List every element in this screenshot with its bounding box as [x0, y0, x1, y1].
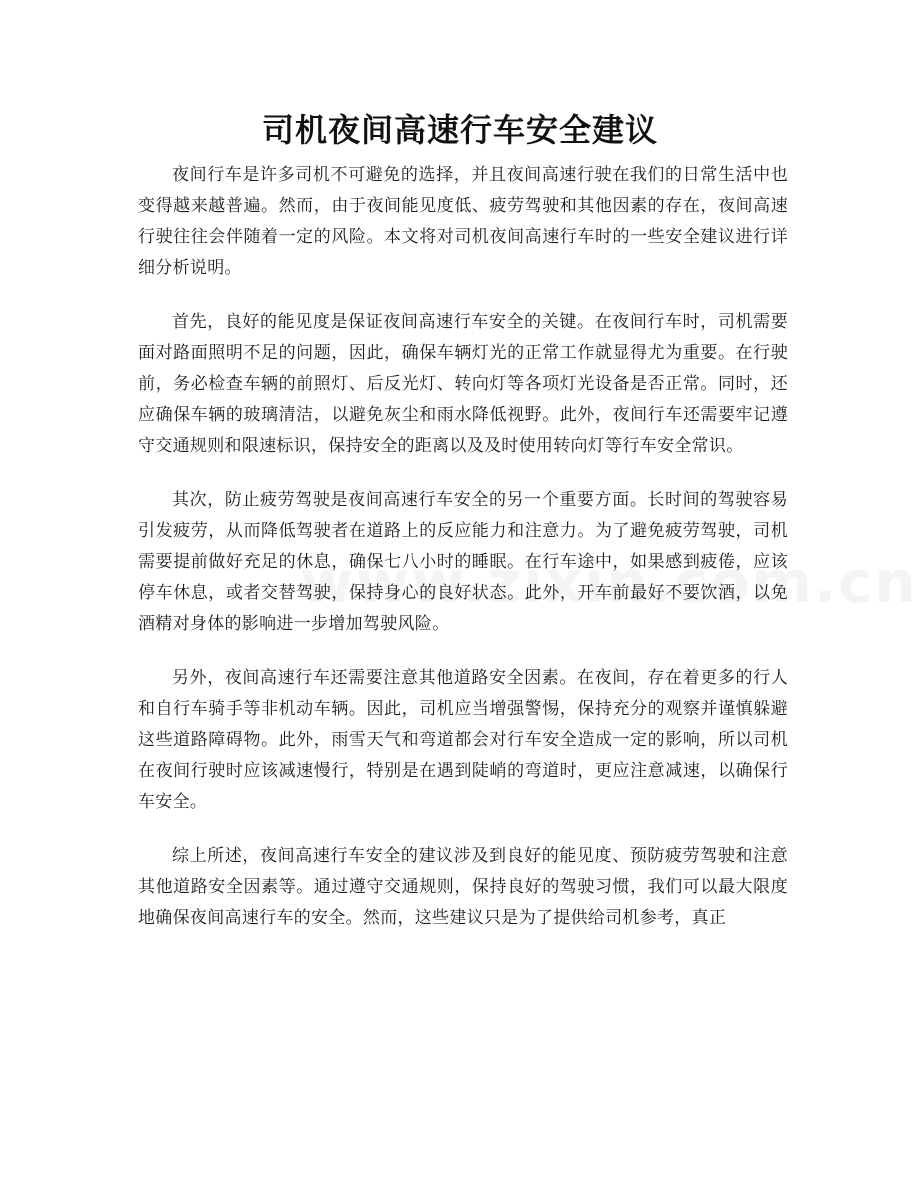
- document-body: [138, 160, 788, 957]
- paragraph-road-factors: 另外，夜间高速行车还需要注意其他道路安全因素。在夜间，存在着更多的行人和自行车骑手等非机动车辆。因此，司机应当增强警惕，保持充分的观察并谨慎躲避这些道路障碍物。此外，雨雪天气和弯道都会对行车安全造成一定的影响，所以司机在夜间行驶时应该减速慢行，特别是在遇到陡峭的弯道时，更应注意减速，以确保行车安全。: [138, 668, 788, 812]
- paragraph-visibility: 首先，良好的能见度是保证夜间高速行车安全的关键。在夜间行车时，司机需要面对路面照明不足的问题，因此，确保车辆灯光的正常工作就显得尤为重要。在行驶前，务必检查车辆的前照灯、后反光灯、转向灯等各项灯光设备是否正常。同时，还应确保车辆的玻璃清洁，以避免灰尘和雨水降低视野。此外，夜间行车还需要牢记遵守交通规则和限速标识，保持安全的距离以及及时使用转向灯等行车安全常识。: [138, 312, 788, 456]
- paragraph-fatigue: 其次，防止疲劳驾驶是夜间高速行车安全的另一个重要方面。长时间的驾驶容易引发疲劳，从而降低驾驶者在道路上的反应能力和注意力。为了避免疲劳驾驶，司机需要提前做好充足的休息，确保七八小时的睡眠。在行车途中，如果感到疲倦，应该停车休息，或者交替驾驶，保持身心的良好状态。此外，开车前最好不要饮酒，以免酒精对身体的影响进一步增加驾驶风险。: [138, 490, 788, 634]
- document-title: 司机夜间高速行车安全建议: [261, 111, 658, 149]
- paragraph-intro: 夜间行车是许多司机不可避免的选择，并且夜间高速行驶在我们的日常生活中也变得越来越普遍。然而，由于夜间能见度低、疲劳驾驶和其他因素的存在，夜间高速行驶往往会伴随着一定的风险。本文将对司机夜间高速行车时的一些安全建议进行详细分析说明。: [138, 165, 788, 278]
- paragraph-summary: 综上所述，夜间高速行车安全的建议涉及到良好的能见度、预防疲劳驾驶和注意其他道路安全因素等。通过遵守交通规则，保持良好的驾驶习惯，我们可以最大限度地确保夜间高速行车的安全。然而，这些建议只是为了提供给司机参考，真正: [138, 846, 788, 928]
